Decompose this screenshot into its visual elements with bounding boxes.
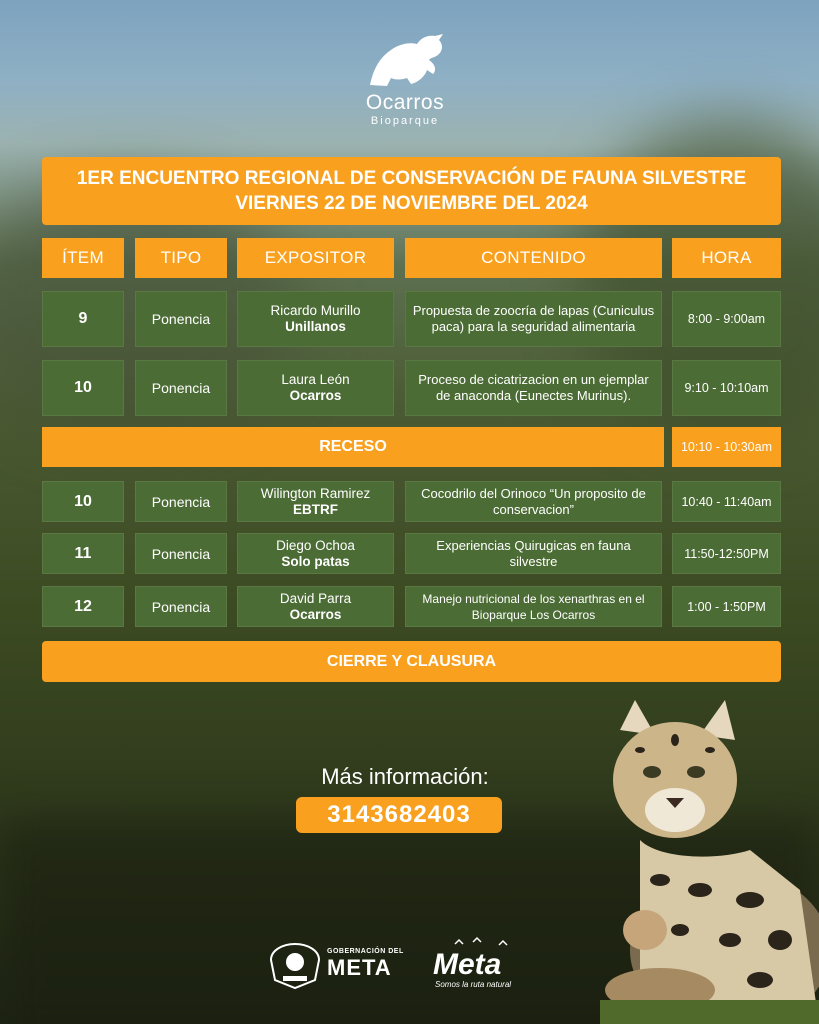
row-item: 12 [42, 586, 124, 627]
row-expositor [237, 586, 394, 627]
row-item: 10 [42, 360, 124, 416]
header-hora: HORA [672, 238, 781, 278]
row-expositor [237, 291, 394, 347]
event-date: VIERNES 22 DE NOVIEMBRE DEL 2024 [235, 193, 588, 214]
speaker-institution: Solo patas [281, 553, 350, 569]
row-tipo: Ponencia [135, 291, 227, 347]
row-expositor [237, 360, 394, 416]
speaker-name: Laura León [281, 372, 350, 387]
row-tipo: Ponencia [135, 360, 227, 416]
row-expositor [237, 533, 394, 574]
header-contenido: CONTENIDO [405, 238, 662, 278]
event-title-banner [42, 157, 781, 225]
header-expositor: EXPOSITOR [237, 238, 394, 278]
speaker-institution: Ocarros [289, 606, 342, 622]
info-label: Más información: [321, 764, 489, 789]
meta-slogan: Somos la ruta natural [435, 980, 512, 989]
row-hora: 11:50-12:50PM [672, 533, 781, 574]
row-hora: 1:00 - 1:50PM [672, 586, 781, 627]
gob-line2: META [327, 955, 392, 980]
receso-band: RECESO [42, 427, 664, 467]
birds-icon [453, 936, 513, 948]
speaker-name: David Parra [279, 590, 352, 606]
speaker-institution: Unillanos [285, 319, 346, 334]
speaker-institution: EBTRF [293, 501, 338, 517]
receso-hora: 10:10 - 10:30am [672, 427, 781, 467]
row-item: 11 [42, 533, 124, 574]
row-tipo: Ponencia [135, 533, 227, 574]
row-tipo: Ponencia [135, 481, 227, 522]
header-item: ÍTEM [42, 238, 124, 278]
gob-line1: GOBERNACIÓN DEL [327, 948, 404, 955]
logo-subtitle: Bioparque [370, 115, 440, 127]
logo-name: Ocarros [365, 91, 445, 114]
speaker-institution: Ocarros [289, 388, 342, 403]
speaker-name: Diego Ochoa [276, 537, 355, 553]
ocarros-logo [350, 30, 460, 127]
speaker-name: Ricardo Murillo [270, 303, 361, 318]
gobernacion-meta-logo [265, 940, 415, 990]
event-title: 1ER ENCUENTRO REGIONAL DE CONSERVACIÓN DE FAUNA SILVESTRE [76, 168, 747, 189]
row-contenido: Experiencias Quirugicas en fauna silvestre [405, 533, 662, 574]
row-contenido: Proceso de cicatrizacion en un ejemplar de anaconda (Eunectes Murinus). [405, 360, 662, 416]
armadillo-icon [365, 30, 445, 90]
row-contenido: Cocodrilo del Orinoco “Un proposito de conservacion” [405, 481, 662, 522]
phone-number[interactable]: 3143682403 [296, 797, 502, 833]
header-tipo: TIPO [135, 238, 227, 278]
row-hora: 8:00 - 9:00am [672, 291, 781, 347]
row-item: 9 [42, 291, 124, 347]
speaker-name: Wilington Ramirez [260, 485, 371, 501]
row-hora: 10:40 - 11:40am [672, 481, 781, 522]
row-contenido: Manejo nutricional de los xenarthras en el Bioparque Los Ocarros [405, 586, 662, 627]
coat-of-arms-icon [265, 940, 325, 990]
row-item: 10 [42, 481, 124, 522]
cierre-band: CIERRE Y CLAUSURA [42, 641, 781, 682]
row-contenido: Propuesta de zoocría de lapas (Cuniculus paca) para la seguridad alimentaria [405, 291, 662, 347]
ocelot-image [600, 690, 819, 1024]
meta-name: Meta [433, 948, 502, 981]
row-expositor [237, 481, 394, 522]
meta-logo [433, 940, 543, 995]
row-tipo: Ponencia [135, 586, 227, 627]
row-hora: 9:10 - 10:10am [672, 360, 781, 416]
